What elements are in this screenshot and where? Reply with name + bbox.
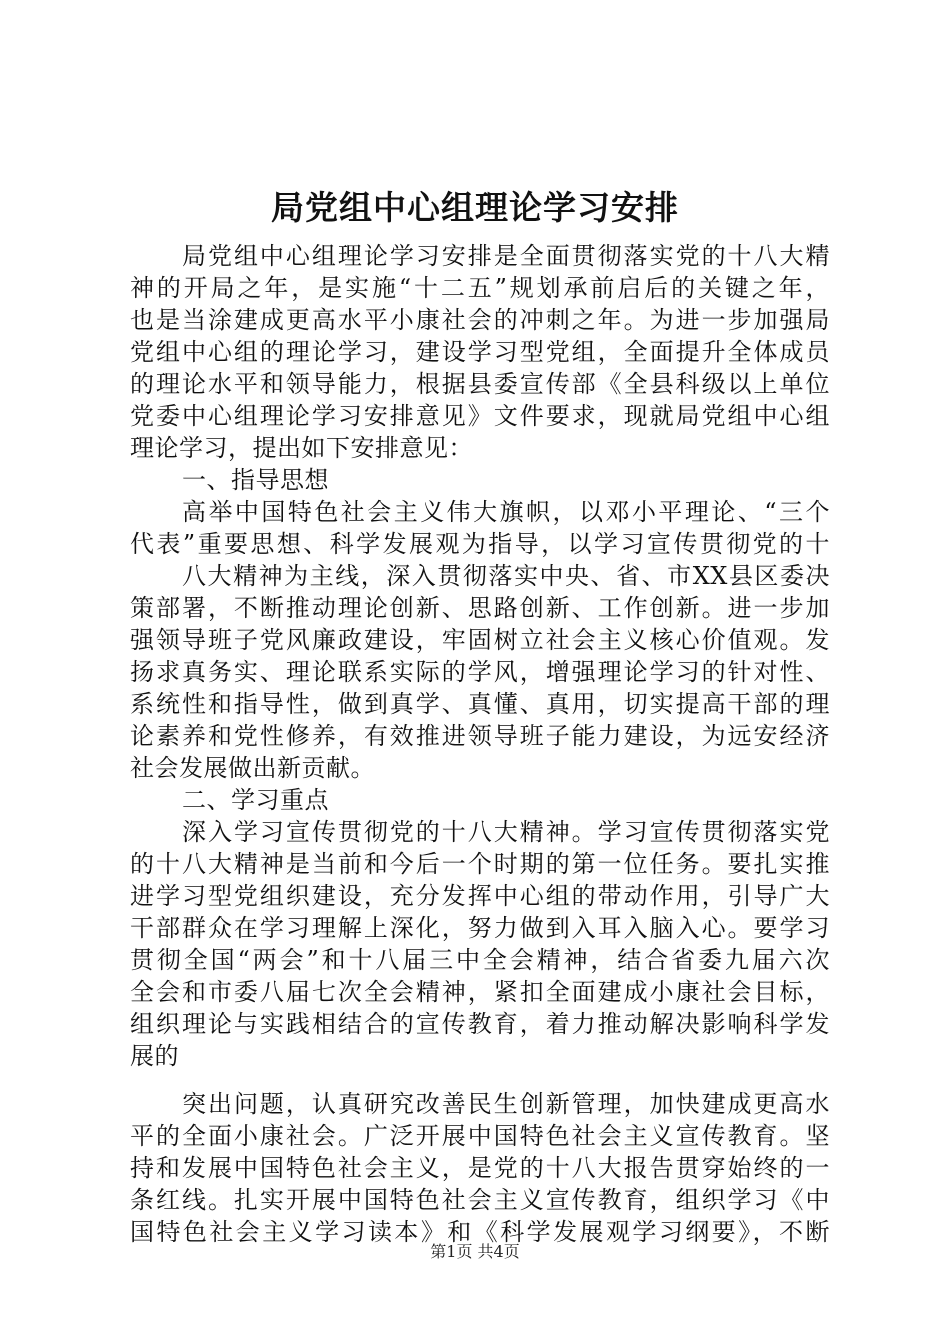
document-body [130,240,830,1248]
paragraph-line: 条红线。扎实开展中国特色社会主义宣传教育，组织学习《中 [130,1186,830,1214]
page-footer: 第1页 共4页 [430,1242,520,1261]
paragraph-line: 高举中国特色社会主义伟大旗帜，以邓小平理论、“三个 [182,498,830,526]
document-title: 局党组中心组理论学习安排 [271,188,679,227]
paragraph-line: 突出问题，认真研究改善民生创新管理，加快建成更高水 [182,1090,830,1118]
paragraph-line: 党委中心组理论学习安排意见》文件要求，现就局党组中心组 [130,402,830,430]
paragraph-line: 平的全面小康社会。广泛开展中国特色社会主义宣传教育。坚 [130,1122,830,1150]
paragraph-line: 局党组中心组理论学习安排是全面贯彻落实党的十八大精 [182,242,830,270]
paragraph-line: 扬求真务实、理论联系实际的学风，增强理论学习的针对性、 [130,658,830,686]
paragraph-line: 持和发展中国特色社会主义，是党的十八大报告贯穿始终的一 [130,1154,830,1182]
paragraph-line: 的十八大精神是当前和今后一个时期的第一位任务。要扎实推 [130,850,830,878]
paragraph-line: 组织理论与实践相结合的宣传教育，着力推动解决影响科学发 [130,1010,830,1038]
paragraph-line: 进学习型党组织建设，充分发挥中心组的带动作用，引导广大 [130,882,830,910]
paragraph-line: 的理论水平和领导能力，根据县委宣传部《全县科级以上单位 [130,370,830,398]
paragraph-line: 国特色社会主义学习读本》和《科学发展观学习纲要》，不断 [130,1218,830,1246]
paragraph-line: 理论学习，提出如下安排意见： [130,434,473,462]
paragraph-line: 八大精神为主线，深入贯彻落实中央、省、市XX县区委决 [182,562,830,590]
paragraph-line: 强领导班子党风廉政建设，牢固树立社会主义核心价值观。发 [130,626,830,654]
paragraph-line: 也是当涂建成更高水平小康社会的冲刺之年。为进一步加强局 [130,306,830,334]
section-heading: 一、指导思想 [182,466,329,494]
paragraph-line: 神的开局之年，是实施“十二五”规划承前启后的关键之年， [130,274,830,302]
paragraph-line: 深入学习宣传贯彻党的十八大精神。学习宣传贯彻落实党 [182,818,830,846]
paragraph-line: 全会和市委八届七次全会精神，紧扣全面建成小康社会目标， [130,978,830,1006]
paragraph-line: 贯彻全国“两会”和十八届三中全会精神，结合省委九届六次 [130,946,830,974]
paragraph-line: 代表”重要思想、科学发展观为指导，以学习宣传贯彻党的十 [130,530,830,558]
section-heading: 二、学习重点 [182,786,329,814]
paragraph-line: 党组中心组的理论学习，建设学习型党组，全面提升全体成员 [130,338,830,366]
paragraph-line: 论素养和党性修养，有效推进领导班子能力建设，为远安经济 [130,722,830,750]
paragraph-line: 策部署，不断推动理论创新、思路创新、工作创新。进一步加 [130,594,830,622]
paragraph-line: 系统性和指导性，做到真学、真懂、真用，切实提高干部的理 [130,690,830,718]
paragraph-line: 干部群众在学习理解上深化，努力做到入耳入脑入心。要学习 [130,914,830,942]
paragraph-line: 社会发展做出新贡献。 [130,754,375,782]
paragraph-line: 展的 [130,1042,179,1070]
paragraph-gap [130,1072,830,1088]
